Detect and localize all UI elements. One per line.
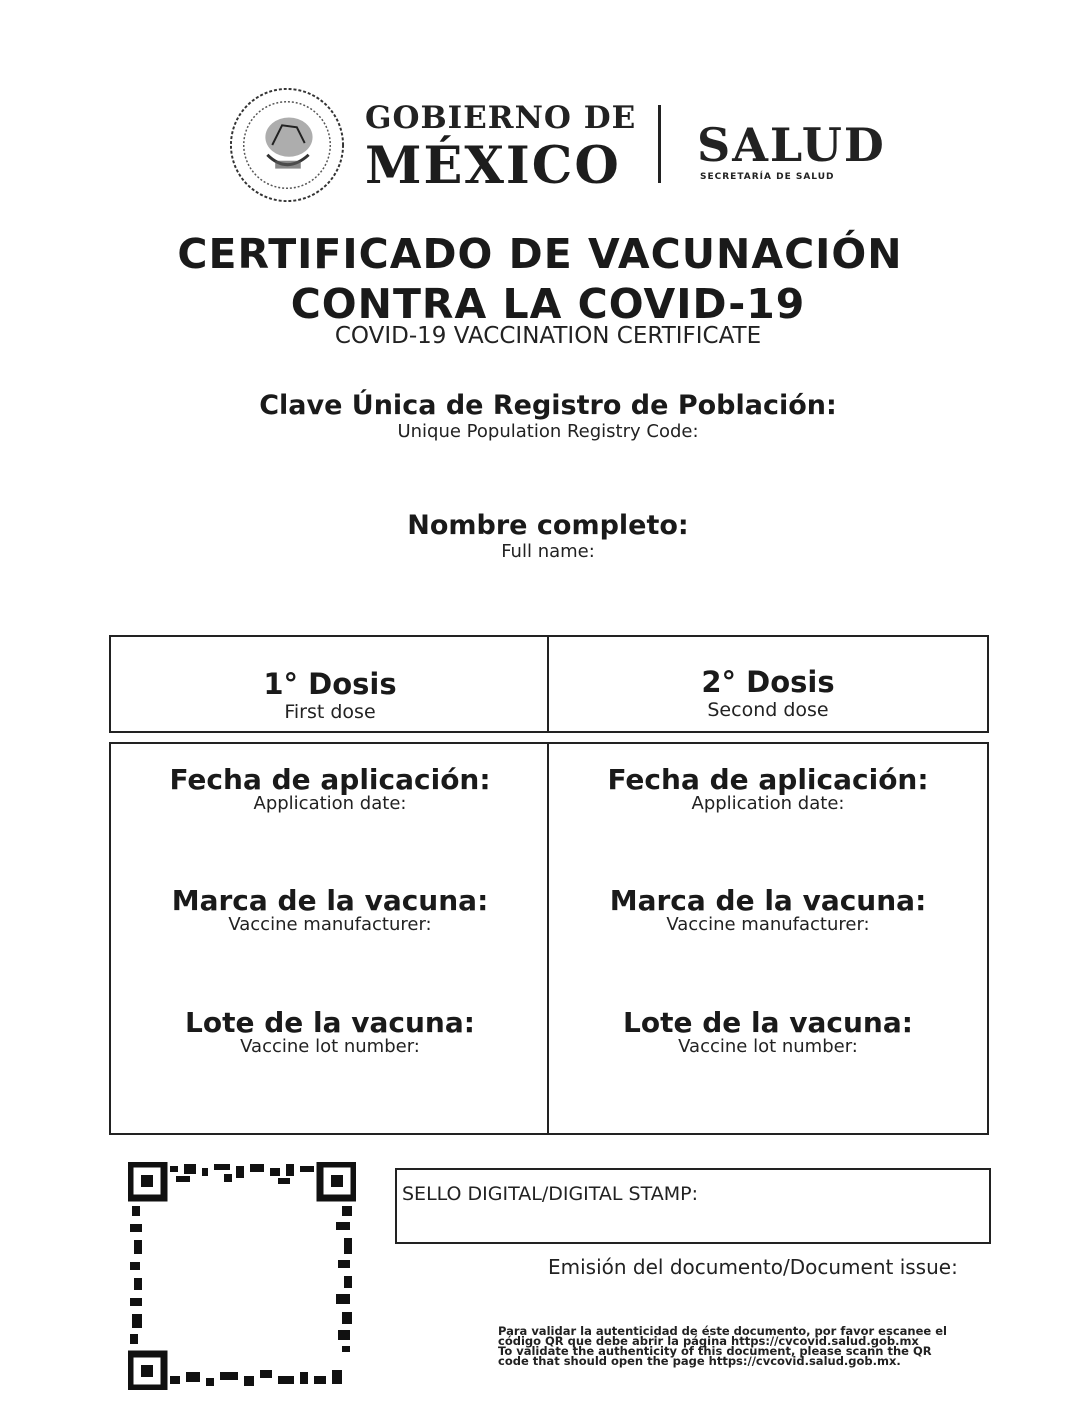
government-name-line1: GOBIERNO DE: [365, 100, 637, 136]
vaccine-lot-label-english: Vaccine lot number:: [240, 1036, 420, 1057]
curp-label-english: Unique Population Registry Code:: [397, 421, 699, 442]
secretaria-text: SECRETARÍA DE SALUD: [700, 172, 835, 182]
validation-line: code that should open the page https://cvcovid.salud.gob.mx.: [498, 1354, 901, 1368]
second-dose-brand: [549, 884, 987, 935]
application-date-label-english: Application date:: [253, 793, 407, 814]
validation-line: Para validar la autenticidad de éste documento, por favor escanee el: [498, 1324, 947, 1338]
first-dose-brand: [111, 884, 549, 935]
certificate-title-line1: CERTIFICADO DE VACUNACIÓN: [177, 230, 903, 278]
first-dose-title: 1° Dosis: [263, 667, 397, 701]
mexico-coat-of-arms-seal-icon: [228, 86, 346, 204]
second-dose-title-english: Second dose: [707, 699, 829, 721]
digital-stamp-box: [395, 1168, 991, 1244]
second-dose-date: [549, 763, 987, 814]
second-dose-title: 2° Dosis: [701, 665, 835, 699]
validation-instructions: [498, 1326, 998, 1366]
certificate-title-line2: CONTRA LA COVID-19: [290, 280, 806, 328]
application-date-label: Fecha de aplicación:: [169, 763, 491, 796]
certificate-subtitle: COVID-19 VACCINATION CERTIFICATE: [334, 323, 762, 349]
qr-code-icon: [128, 1162, 356, 1390]
first-dose-date: [111, 763, 549, 814]
vaccine-brand-label-english: Vaccine manufacturer:: [666, 914, 870, 935]
full-name-label-english: Full name:: [501, 541, 595, 562]
full-name-label: Nombre completo:: [407, 510, 689, 541]
vaccine-lot-label: Lote de la vacuna:: [623, 1006, 913, 1039]
application-date-label: Fecha de aplicación:: [607, 763, 929, 796]
vaccine-brand-label-english: Vaccine manufacturer:: [228, 914, 432, 935]
salud-logo-text: SALUD: [697, 118, 886, 172]
application-date-label-english: Application date:: [691, 793, 845, 814]
vaccine-brand-label: Marca de la vacuna:: [609, 884, 927, 917]
second-dose-lot: [549, 1006, 987, 1057]
government-name-line2: MÉXICO: [365, 136, 621, 196]
document-issue-label: Emisión del documento/Document issue:: [548, 1255, 958, 1279]
first-dose-header: [111, 667, 549, 723]
vaccine-brand-label: Marca de la vacuna:: [171, 884, 489, 917]
validation-line: To validate the authenticity of this document, please scann the QR: [498, 1344, 932, 1358]
second-dose-header: [549, 665, 987, 721]
header-divider: [658, 105, 661, 183]
first-dose-title-english: First dose: [284, 701, 376, 723]
digital-stamp-label: SELLO DIGITAL/DIGITAL STAMP:: [402, 1183, 698, 1205]
first-dose-lot: [111, 1006, 549, 1057]
curp-label: Clave Única de Registro de Población:: [259, 390, 837, 421]
vaccine-lot-label: Lote de la vacuna:: [185, 1006, 475, 1039]
validation-line: código QR que debe abrir la página https://cvcovid.salud.gob.mx: [498, 1334, 919, 1348]
vaccine-lot-label-english: Vaccine lot number:: [678, 1036, 858, 1057]
